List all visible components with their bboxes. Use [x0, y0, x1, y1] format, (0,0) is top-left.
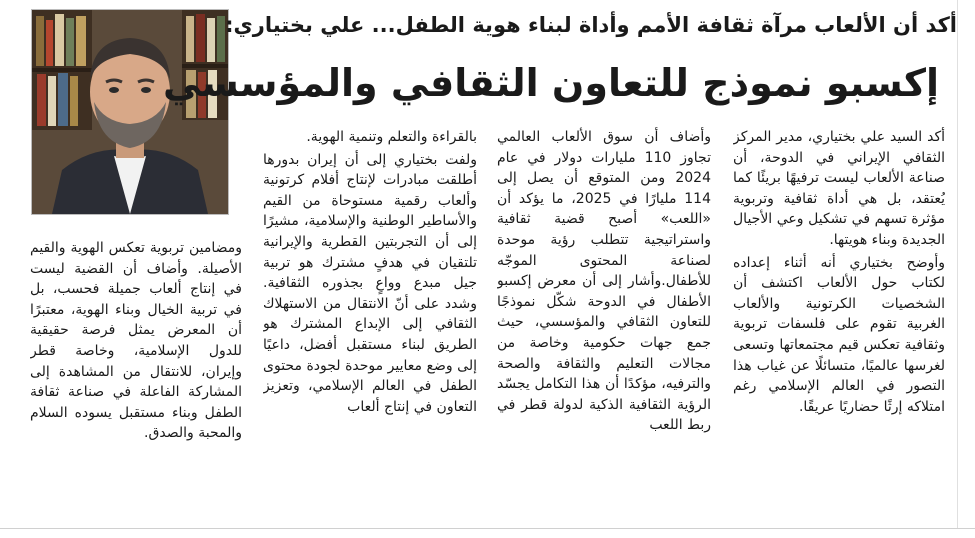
article-column-1	[733, 127, 945, 512]
paragraph: أكد السيد علي بختياري، مدير المركز الثقافي الإيراني في الدوحة، أن صناعة الألعاب ليست ترفيهًا بريئًا كما يُعتقد، بل هي أداة ثقافية وتربوية مؤثرة تسهم في تشكيل وعي الأجيال الجديدة وبناء هويتها.	[733, 129, 945, 248]
article-column-2	[497, 127, 711, 512]
article-kicker: أكد أن الألعاب مرآة ثقافة الأمم وأداة لبناء هوية الطفل... علي بختياري:	[225, 13, 957, 37]
paragraph: وأوضح بختياري أنه أثناء إعداده لكتاب حول الألعاب اكتشف أن الشخصيات الكرتونية والألعاب الغربية تقوم على فلسفات تربوية وثقافية تعكس قيم مجتمعاتها وتسعى لغرسها عالميًا، متسائلًا عن غياب هذا التصور في العالم الإسلامي رغم امتلاكه إرثًا حضاريًا عريقًا.	[733, 254, 945, 415]
article-headline: إكسبو نموذج للتعاون الثقافي والمؤسسي	[162, 61, 939, 105]
paragraph: ومضامين تربوية تعكس الهوية والقيم الأصيلة. وأضاف أن القضية ليست في إنتاج ألعاب جميلة فحسب، بل في تربية الخيال وبناء الهوية، معتبرًا أن المعرض يمثل فرصة حقيقية للدول الإسلامية، وخاصة قطر وإيران، للانتقال من المشاهدة إلى المشاركة الفاعلة في صناعة ثقافة الطفل وبناء مستقبل يسوده السلام والمحبة والصدق.	[30, 240, 242, 442]
article-column-3	[263, 127, 477, 512]
paragraph: ولفت بختياري إلى أن إيران بدورها أطلقت مبادرات لإنتاج أفلام كرتونية وألعاب رقمية مستوحاة من القيم والأساطير الوطنية والإسلامية، مشيرًا إلى أن التجربتين القطرية والإيرانية تلتقيان في هدفٍ مشترك هو تربية جيل مبدع وواعٍ بجذوره الثقافية. وشدد على أنّ الانتقال من الاستهلاك الثقافي إلى الإبداع المشترك هو الطريق لبناء مستقبل أفضل، داعيًا إلى وضع معايير موحدة لجودة محتوى الطفل في العالم الإسلامي، وتعزيز التعاون في إنتاج ألعاب	[263, 151, 477, 415]
article-column-4	[30, 238, 242, 512]
page-divider	[0, 528, 975, 529]
paragraph: وأضاف أن سوق الألعاب العالمي تجاوز 110 مليارات دولار في عام 2024 ومن المتوقع أن يصل إلى 114 مليارًا في 2025، ما يؤكد أن «اللعب» أصبح قضية ثقافية واستراتيجية تتطلب رؤية موحدة لصناعة المحتوى الموجّه للأطفال.وأشار إلى أن معرض إكسبو الأطفال في الدوحة شكّل نموذجًا للتعاون الثقافي والمؤسسي، حيث جمع جهات حكومية وخاصة من مجالات التعليم والثقافة والصحة والترفيه، مؤكدًا أن هذا التكامل يجسّد الرؤية الثقافية الذكية لدولة قطر في ربط اللعب	[497, 129, 711, 434]
paragraph: بالقراءة والتعلم وتنمية الهوية.	[306, 129, 477, 145]
author-photo	[31, 9, 229, 215]
column-divider	[957, 0, 958, 528]
